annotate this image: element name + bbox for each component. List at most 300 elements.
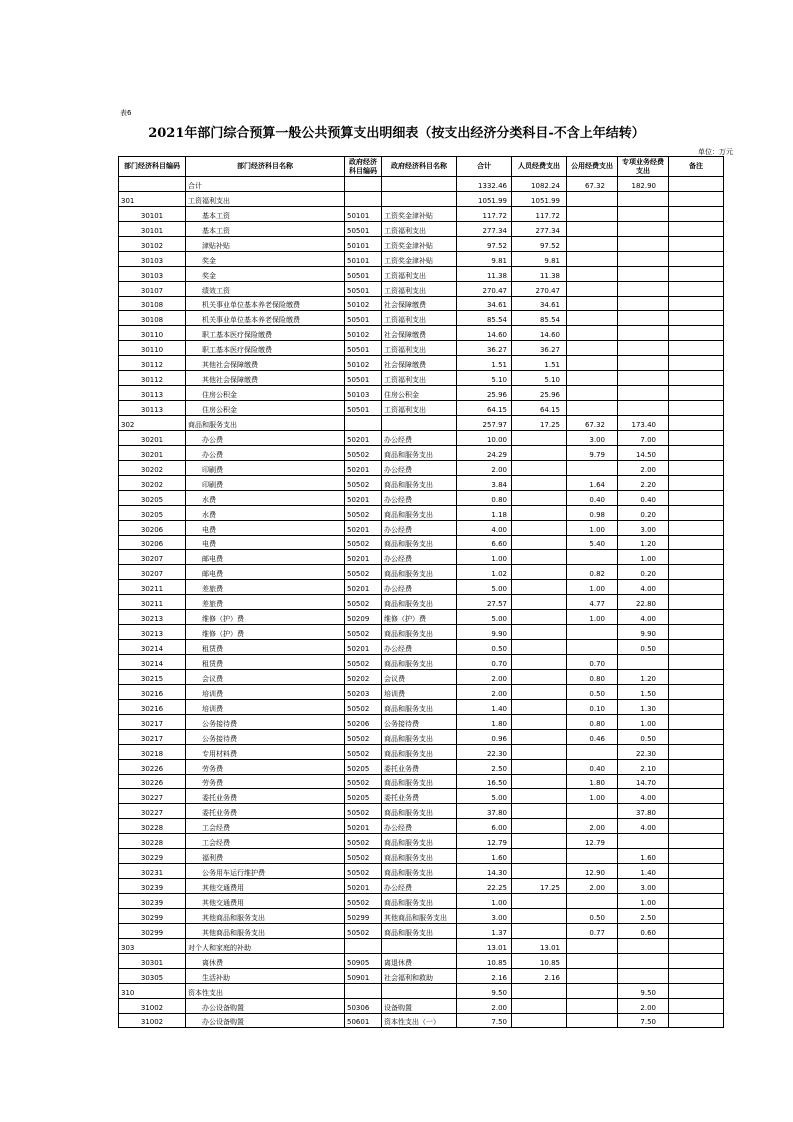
cell-personnel	[512, 655, 567, 670]
cell-gov-code: 50103	[345, 386, 382, 401]
table-row	[119, 251, 724, 266]
cell-gov-name: 办公经费	[382, 490, 457, 505]
table-row	[119, 386, 724, 401]
cell-project	[618, 655, 669, 670]
cell-gov-code: 50502	[345, 923, 382, 938]
cell-note	[669, 894, 724, 909]
table-row	[119, 595, 724, 610]
cell-dept-code: 30299	[119, 923, 186, 938]
cell-personnel	[512, 744, 567, 759]
cell-personnel	[512, 640, 567, 655]
cell-note	[669, 371, 724, 386]
table-row	[119, 655, 724, 670]
cell-project: 7.00	[618, 430, 669, 445]
table-row	[119, 819, 724, 834]
cell-project: 0.20	[618, 505, 669, 520]
cell-personnel: 2.16	[512, 968, 567, 983]
cell-dept-name: 机关事业单位基本养老保险缴费	[186, 296, 345, 311]
table-row	[119, 281, 724, 296]
cell-gov-code: 50905	[345, 953, 382, 968]
table-row	[119, 759, 724, 774]
cell-gov-code: 50502	[345, 535, 382, 550]
cell-total: 22.25	[457, 879, 512, 894]
cell-gov-name: 资本性支出（一）	[382, 1013, 457, 1028]
cell-public: 0.80	[567, 669, 618, 684]
cell-gov-code: 50101	[345, 206, 382, 221]
cell-dept-code: 30101	[119, 206, 186, 221]
cell-gov-name	[382, 938, 457, 953]
cell-gov-name: 商品和服务支出	[382, 744, 457, 759]
cell-dept-name: 办公设备购置	[186, 998, 345, 1013]
cell-total: 2.50	[457, 759, 512, 774]
cell-gov-code: 50201	[345, 879, 382, 894]
cell-gov-name	[382, 191, 457, 206]
cell-total: 6.00	[457, 819, 512, 834]
cell-personnel: 277.34	[512, 221, 567, 236]
cell-total: 0.96	[457, 729, 512, 744]
cell-public	[567, 356, 618, 371]
cell-total: 12.79	[457, 834, 512, 849]
cell-note	[669, 535, 724, 550]
cell-public: 0.77	[567, 923, 618, 938]
cell-dept-code	[119, 177, 186, 192]
cell-note	[669, 386, 724, 401]
table-row	[119, 580, 724, 595]
cell-gov-code: 50502	[345, 834, 382, 849]
cell-total: 85.54	[457, 311, 512, 326]
cell-dept-code: 30218	[119, 744, 186, 759]
cell-note	[669, 998, 724, 1013]
cell-personnel: 14.60	[512, 326, 567, 341]
cell-public	[567, 401, 618, 416]
cell-total: 10.00	[457, 430, 512, 445]
cell-personnel	[512, 625, 567, 640]
cell-personnel: 10.85	[512, 953, 567, 968]
cell-dept-name: 机关事业单位基本养老保险缴费	[186, 311, 345, 326]
cell-project	[618, 326, 669, 341]
cell-dept-code: 30226	[119, 774, 186, 789]
cell-gov-name: 商品和服务支出	[382, 923, 457, 938]
cell-total: 1.00	[457, 894, 512, 909]
table-row	[119, 460, 724, 475]
table-row	[119, 864, 724, 879]
cell-gov-code: 50502	[345, 625, 382, 640]
cell-personnel: 64.15	[512, 401, 567, 416]
cell-public	[567, 206, 618, 221]
cell-dept-code: 30103	[119, 266, 186, 281]
table-row	[119, 356, 724, 371]
cell-personnel: 34.61	[512, 296, 567, 311]
cell-note	[669, 744, 724, 759]
cell-note	[669, 819, 724, 834]
cell-dept-code: 31002	[119, 1013, 186, 1028]
cell-public	[567, 311, 618, 326]
cell-public	[567, 251, 618, 266]
cell-personnel	[512, 1013, 567, 1028]
cell-gov-code: 50501	[345, 281, 382, 296]
cell-dept-name: 其他社会保障缴费	[186, 356, 345, 371]
cell-total: 5.00	[457, 580, 512, 595]
cell-dept-name: 邮电费	[186, 550, 345, 565]
cell-total: 97.52	[457, 236, 512, 251]
header-dept-code: 部门经济科目编码	[119, 157, 186, 177]
cell-dept-name: 住房公积金	[186, 386, 345, 401]
cell-project: 1.00	[618, 714, 669, 729]
cell-project: 182.90	[618, 177, 669, 192]
cell-personnel: 17.25	[512, 416, 567, 431]
cell-gov-code: 50502	[345, 894, 382, 909]
cell-dept-code: 301	[119, 191, 186, 206]
cell-dept-name: 劳务费	[186, 774, 345, 789]
cell-gov-name: 住房公积金	[382, 386, 457, 401]
cell-public: 5.40	[567, 535, 618, 550]
cell-gov-name	[382, 983, 457, 998]
cell-project: 9.50	[618, 983, 669, 998]
table-row	[119, 684, 724, 699]
cell-personnel: 13.01	[512, 938, 567, 953]
cell-note	[669, 669, 724, 684]
table-row	[119, 610, 724, 625]
cell-dept-code: 30101	[119, 221, 186, 236]
cell-note	[669, 430, 724, 445]
cell-gov-code: 50201	[345, 550, 382, 565]
cell-personnel	[512, 684, 567, 699]
cell-gov-name: 公务接待费	[382, 714, 457, 729]
cell-dept-code: 302	[119, 416, 186, 431]
cell-gov-code: 50502	[345, 445, 382, 460]
cell-gov-name: 委托业务费	[382, 789, 457, 804]
header-gov-code: 政府经济科目编码	[345, 157, 382, 177]
cell-note	[669, 625, 724, 640]
cell-total: 5.00	[457, 610, 512, 625]
cell-project	[618, 401, 669, 416]
header-personnel: 人员经费支出	[512, 157, 567, 177]
cell-project	[618, 341, 669, 356]
table-row	[119, 834, 724, 849]
table-row	[119, 774, 724, 789]
cell-gov-code: 50206	[345, 714, 382, 729]
cell-gov-name: 离退休费	[382, 953, 457, 968]
cell-dept-code: 30206	[119, 520, 186, 535]
table-row	[119, 505, 724, 520]
table-row	[119, 341, 724, 356]
cell-note	[669, 490, 724, 505]
cell-project	[618, 221, 669, 236]
cell-gov-code: 50502	[345, 864, 382, 879]
cell-note	[669, 191, 724, 206]
cell-total: 117.72	[457, 206, 512, 221]
cell-personnel	[512, 669, 567, 684]
cell-public	[567, 221, 618, 236]
cell-dept-name: 办公设备购置	[186, 1013, 345, 1028]
cell-gov-code: 50502	[345, 595, 382, 610]
cell-personnel	[512, 445, 567, 460]
table-row	[119, 221, 724, 236]
cell-dept-name: 职工基本医疗保险缴费	[186, 326, 345, 341]
cell-public: 0.40	[567, 759, 618, 774]
cell-dept-code: 30227	[119, 789, 186, 804]
cell-project: 2.00	[618, 460, 669, 475]
cell-gov-name: 工资福利支出	[382, 371, 457, 386]
cell-gov-name: 商品和服务支出	[382, 475, 457, 490]
cell-total: 24.29	[457, 445, 512, 460]
cell-project: 0.60	[618, 923, 669, 938]
cell-dept-name: 其他交通费用	[186, 879, 345, 894]
cell-gov-code: 50501	[345, 341, 382, 356]
cell-gov-code	[345, 191, 382, 206]
cell-public: 0.46	[567, 729, 618, 744]
cell-total: 1.80	[457, 714, 512, 729]
cell-gov-name: 商品和服务支出	[382, 864, 457, 879]
cell-personnel	[512, 535, 567, 550]
cell-personnel: 11.38	[512, 266, 567, 281]
cell-gov-code: 50306	[345, 998, 382, 1013]
cell-dept-code: 30201	[119, 445, 186, 460]
cell-personnel	[512, 460, 567, 475]
cell-dept-code: 30205	[119, 505, 186, 520]
cell-gov-code: 50201	[345, 430, 382, 445]
cell-total: 1.60	[457, 849, 512, 864]
cell-personnel	[512, 565, 567, 580]
cell-personnel	[512, 699, 567, 714]
cell-public: 0.70	[567, 655, 618, 670]
cell-total: 5.00	[457, 789, 512, 804]
cell-project: 2.10	[618, 759, 669, 774]
cell-dept-name: 离休费	[186, 953, 345, 968]
cell-dept-code: 30207	[119, 565, 186, 580]
cell-public	[567, 550, 618, 565]
cell-public: 1.00	[567, 789, 618, 804]
cell-dept-code: 30226	[119, 759, 186, 774]
cell-personnel: 1082.24	[512, 177, 567, 192]
cell-public: 0.82	[567, 565, 618, 580]
cell-personnel	[512, 550, 567, 565]
cell-note	[669, 460, 724, 475]
cell-dept-name: 其他商品和服务支出	[186, 923, 345, 938]
table-row	[119, 669, 724, 684]
cell-dept-code: 30301	[119, 953, 186, 968]
cell-total: 25.96	[457, 386, 512, 401]
cell-dept-name: 工会经费	[186, 834, 345, 849]
cell-dept-code: 30205	[119, 490, 186, 505]
cell-gov-name: 工资奖金津补贴	[382, 206, 457, 221]
cell-dept-name: 住房公积金	[186, 401, 345, 416]
cell-dept-code: 30228	[119, 834, 186, 849]
cell-personnel: 1051.99	[512, 191, 567, 206]
cell-gov-name: 社会福利和救助	[382, 968, 457, 983]
cell-gov-name: 委托业务费	[382, 759, 457, 774]
cell-project	[618, 356, 669, 371]
cell-public: 0.98	[567, 505, 618, 520]
cell-gov-code: 50203	[345, 684, 382, 699]
cell-gov-code: 50201	[345, 490, 382, 505]
table-row	[119, 296, 724, 311]
table-row	[119, 206, 724, 221]
cell-dept-name: 电费	[186, 520, 345, 535]
cell-dept-code: 30206	[119, 535, 186, 550]
cell-project	[618, 834, 669, 849]
cell-public: 1.00	[567, 610, 618, 625]
header-gov-name: 政府经济科目名称	[382, 157, 457, 177]
cell-gov-code: 50502	[345, 804, 382, 819]
cell-gov-code: 50501	[345, 221, 382, 236]
cell-total: 10.85	[457, 953, 512, 968]
table-row	[119, 744, 724, 759]
expenditure-table	[118, 156, 724, 1028]
cell-gov-name	[382, 177, 457, 192]
cell-project: 14.50	[618, 445, 669, 460]
cell-gov-code: 50205	[345, 759, 382, 774]
cell-dept-name: 维修（护）费	[186, 625, 345, 640]
cell-project: 0.50	[618, 729, 669, 744]
cell-total: 277.34	[457, 221, 512, 236]
cell-gov-name: 工资奖金津补贴	[382, 236, 457, 251]
cell-project: 4.00	[618, 789, 669, 804]
cell-personnel	[512, 998, 567, 1013]
cell-public	[567, 968, 618, 983]
cell-note	[669, 983, 724, 998]
cell-personnel: 17.25	[512, 879, 567, 894]
table-header-row	[119, 157, 724, 177]
cell-public	[567, 625, 618, 640]
cell-project: 1.40	[618, 864, 669, 879]
table-row	[119, 894, 724, 909]
cell-project: 3.00	[618, 879, 669, 894]
cell-gov-code: 50502	[345, 849, 382, 864]
cell-project: 1.00	[618, 550, 669, 565]
cell-dept-code: 30108	[119, 296, 186, 311]
cell-total: 270.47	[457, 281, 512, 296]
cell-personnel	[512, 789, 567, 804]
cell-project: 14.70	[618, 774, 669, 789]
cell-dept-name: 公务用车运行维护费	[186, 864, 345, 879]
cell-gov-name: 商品和服务支出	[382, 699, 457, 714]
cell-dept-name: 水费	[186, 490, 345, 505]
cell-dept-name: 其他交通费用	[186, 894, 345, 909]
cell-gov-code: 50502	[345, 565, 382, 580]
document-title: 2021年部门综合预算一般公共预算支出明细表（按支出经济分类科目-不含上年结转）	[148, 126, 645, 141]
cell-note	[669, 714, 724, 729]
cell-gov-name: 办公经费	[382, 879, 457, 894]
cell-dept-code: 30239	[119, 879, 186, 894]
cell-dept-name: 印刷费	[186, 460, 345, 475]
cell-personnel: 85.54	[512, 311, 567, 326]
cell-personnel	[512, 759, 567, 774]
cell-dept-name: 对个人和家庭的补助	[186, 938, 345, 953]
cell-personnel: 36.27	[512, 341, 567, 356]
cell-personnel	[512, 430, 567, 445]
cell-gov-name: 社会保障缴费	[382, 326, 457, 341]
cell-total: 2.16	[457, 968, 512, 983]
cell-gov-name: 办公经费	[382, 550, 457, 565]
table-row	[119, 804, 724, 819]
cell-public: 67.32	[567, 416, 618, 431]
cell-public	[567, 894, 618, 909]
cell-gov-code	[345, 983, 382, 998]
cell-note	[669, 640, 724, 655]
cell-gov-name: 工资福利支出	[382, 311, 457, 326]
cell-project: 3.00	[618, 520, 669, 535]
cell-dept-code: 30102	[119, 236, 186, 251]
cell-gov-name: 工资奖金津补贴	[382, 251, 457, 266]
cell-note	[669, 729, 724, 744]
cell-note	[669, 789, 724, 804]
cell-total: 0.70	[457, 655, 512, 670]
cell-note	[669, 565, 724, 580]
cell-gov-code: 50201	[345, 460, 382, 475]
cell-gov-name: 工资福利支出	[382, 266, 457, 281]
cell-dept-name: 维修（护）费	[186, 610, 345, 625]
cell-total: 1.18	[457, 505, 512, 520]
cell-dept-name: 会议费	[186, 669, 345, 684]
cell-dept-name: 合计	[186, 177, 345, 192]
cell-dept-code: 30211	[119, 580, 186, 595]
cell-dept-name: 培训费	[186, 699, 345, 714]
cell-dept-code: 30217	[119, 729, 186, 744]
cell-gov-code	[345, 416, 382, 431]
cell-gov-code: 50201	[345, 819, 382, 834]
table-row	[119, 1013, 724, 1028]
cell-dept-name: 福利费	[186, 849, 345, 864]
cell-project	[618, 296, 669, 311]
cell-note	[669, 206, 724, 221]
table-row	[119, 177, 724, 192]
cell-gov-name	[382, 416, 457, 431]
cell-personnel	[512, 983, 567, 998]
cell-note	[669, 923, 724, 938]
cell-project	[618, 386, 669, 401]
cell-personnel: 270.47	[512, 281, 567, 296]
cell-note	[669, 236, 724, 251]
cell-project: 9.90	[618, 625, 669, 640]
cell-project	[618, 236, 669, 251]
table-row	[119, 311, 724, 326]
cell-gov-name: 商品和服务支出	[382, 655, 457, 670]
cell-dept-name: 基本工资	[186, 221, 345, 236]
table-row	[119, 520, 724, 535]
cell-project: 173.40	[618, 416, 669, 431]
cell-public: 2.00	[567, 819, 618, 834]
cell-personnel	[512, 864, 567, 879]
table-row	[119, 849, 724, 864]
cell-project: 1.60	[618, 849, 669, 864]
cell-note	[669, 879, 724, 894]
cell-note	[669, 281, 724, 296]
header-project: 专项业务经费支出	[618, 157, 669, 177]
cell-dept-code: 30214	[119, 655, 186, 670]
cell-public: 12.79	[567, 834, 618, 849]
cell-project: 4.00	[618, 819, 669, 834]
table-row	[119, 968, 724, 983]
unit-label: 单位：万元	[698, 148, 733, 156]
cell-note	[669, 326, 724, 341]
cell-project: 1.00	[618, 894, 669, 909]
cell-public	[567, 281, 618, 296]
cell-gov-code	[345, 938, 382, 953]
cell-gov-code: 50502	[345, 744, 382, 759]
table-row	[119, 490, 724, 505]
cell-dept-code: 30214	[119, 640, 186, 655]
cell-personnel	[512, 819, 567, 834]
cell-dept-code: 30231	[119, 864, 186, 879]
cell-gov-code: 50102	[345, 296, 382, 311]
cell-project	[618, 266, 669, 281]
cell-project	[618, 281, 669, 296]
cell-total: 13.01	[457, 938, 512, 953]
cell-total: 1.00	[457, 550, 512, 565]
cell-dept-name: 差旅费	[186, 595, 345, 610]
cell-dept-code: 30217	[119, 714, 186, 729]
